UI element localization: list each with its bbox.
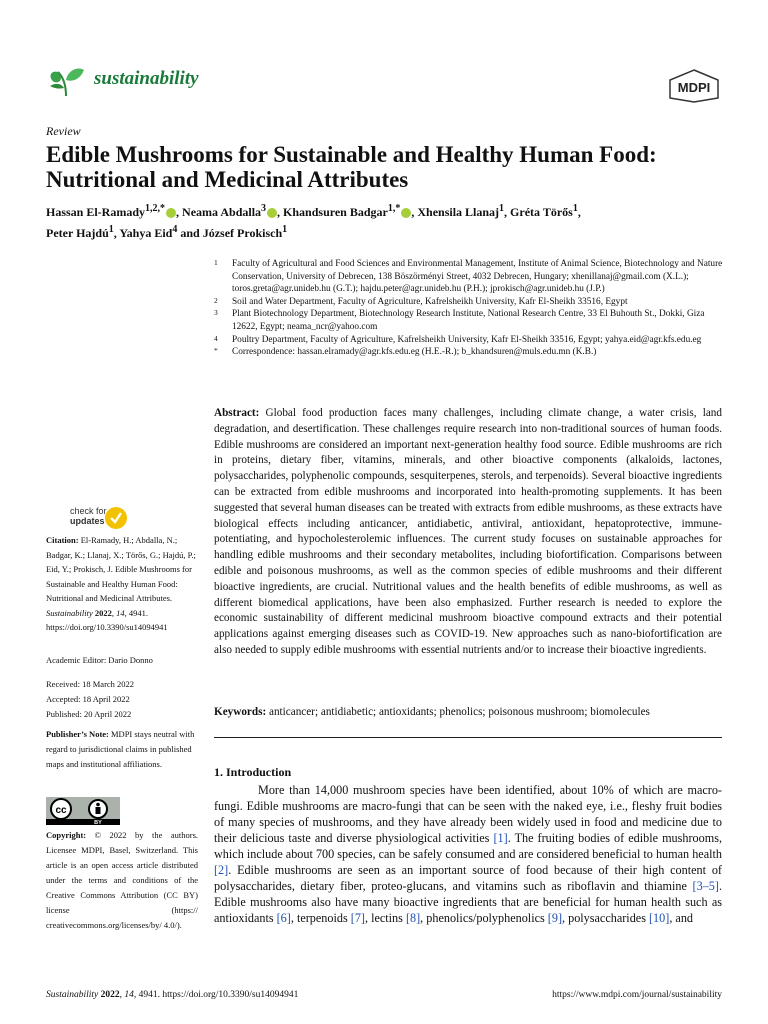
introduction-sentence: , phenolics/polyphenolics xyxy=(420,911,548,925)
footer-citation: Sustainability 2022, 14, 4941. https://doi.org/10.3390/su14094941 xyxy=(46,990,299,1000)
affiliation-text: Plant Biotechnology Department, Biotechnology Research Institute, National Research Centre, 33 El Buhouth St., Dokki, Giza 12622, Egypt; neama_ncr@yahoo.com xyxy=(232,309,705,332)
author-name: Hassan El-Ramady xyxy=(46,205,146,219)
reference-link[interactable]: [3–5] xyxy=(692,879,719,893)
check-for-updates-icon[interactable] xyxy=(46,505,186,531)
author-affiliation-mark: 1 xyxy=(499,203,505,214)
journal-name: sustainability xyxy=(94,68,199,89)
introduction-heading: 1. Introduction xyxy=(214,765,292,779)
author-name: Xhensila Llanaj xyxy=(417,205,500,219)
article-type: Review xyxy=(46,124,81,138)
author xyxy=(510,205,578,219)
author-list xyxy=(46,200,726,242)
author-name: Yahya Eid xyxy=(119,226,173,240)
author xyxy=(417,205,504,219)
affiliation-mark: 4 xyxy=(214,333,218,343)
affiliation-text: Poultry Department, Faculty of Agriculture, Kafrelsheikh University, Kafr El-Sheikh 33516, Egypt; yahya.eid@agr.kfs.edu.eg xyxy=(232,334,702,345)
publisher-note xyxy=(46,727,198,772)
keywords xyxy=(214,705,722,721)
publisher-note-text: MDPI stays neutral with regard to jurisdictional claims in published maps and institutional affiliations. xyxy=(46,729,195,769)
affiliation-text: Correspondence: hassan.elramady@agr.kfs.edu.eg (H.E.-R.); b_khandsuren@muls.edu.mn (K.B.) xyxy=(232,347,597,358)
reference-link[interactable]: [1] xyxy=(493,831,508,845)
article-dates xyxy=(46,677,134,722)
author-separator: , xyxy=(113,226,120,240)
affiliation-item xyxy=(214,296,724,309)
introduction-sentence: , terpenoids xyxy=(290,911,351,925)
author-separator: and xyxy=(177,226,203,240)
affiliation-mark: 2 xyxy=(214,295,218,305)
author-affiliation-mark: 1,2, xyxy=(145,203,161,214)
citation-label: Citation: xyxy=(46,535,79,545)
affiliation-mark: 3 xyxy=(214,308,218,318)
affiliation-item xyxy=(214,346,724,359)
introduction-sentence: . Edible mushrooms also have many bioactive ingredients that are beneficial for human health such as antioxidants xyxy=(214,879,722,925)
reference-link[interactable]: [10] xyxy=(649,911,670,925)
abstract-text: Global food production faces many challenges, including climate change, a water crisis, land degradation, and desertification. These challenges require research into non-traditional sources of human foods. Edible mushrooms are considered an important next-generation healthy food source. Edible mushrooms are rich in proteins, dietary fiber, vitamins, minerals, and other bioactive components (alkaloids, lactones, polysaccharides, polyphenolic compounds, sesquiterpenes, sterols, and terpenoids). Several bioactive ingredients can be extracted from edible mushrooms and incorporated into health-promoting supplements. It has been suggested that several human diseases can be treated with extracts from edible mushrooms, as these extracts have biological effects including anticancer, antidiabetic, antiviral, antioxidant, hepatoprotective, immune-potentiating, and hypocholesterolemic influences. The current study focuses on sustainable approaches for handling edible mushrooms and their secondary metabolites, including biofortification. Comparisons between edible and poisonous mushrooms, as well as the common species of edible mushrooms and their different bioactive ingredients, are crucial. Nutritional values and the health benefits of edible mushrooms, as well as different biomedical applications, have been also emphasized. Further research is needed to explore the economic sustainability of different medicinal mushroom bioactive compound extracts and their potential applications against emerging diseases such as COVID-19. New approaches such as nano-biofortification are also needed to supply edible mushrooms with essential nutrients and/or to increase their bioactive ingredients. xyxy=(214,407,722,656)
author-separator: , xyxy=(176,205,183,219)
orcid-icon[interactable] xyxy=(166,208,176,218)
citation-block: Citation: El-Ramady, H.; Abdalla, N.; Badgar, K.; Llanaj, X.; Törős, G.; Hajdú, P.; Eid, Y.; Prokisch, J. Edible Mushrooms for Sustainable and Healthy Human Food: Nutritional and Medicinal Attributes. Sustainability 2022, 14, 4941. https://doi.org/10.3390/su14094941 xyxy=(46,535,196,632)
keywords-label: Keywords: xyxy=(214,706,267,718)
author xyxy=(46,226,114,240)
author-separator: , xyxy=(411,205,418,219)
copyright-text: © 2022 by the authors. Licensee MDPI, Basel, Switzerland. This article is an open access article distributed under the terms and conditions of the Creative Commons Attribution (CC BY) license (https:// creativecommons.org/licenses/by/ 4.0/). xyxy=(46,830,199,930)
introduction-sentence: . Edible mushrooms are seen as an important source of food because of their high content of polysaccharides, dietary fiber, proteo-glucans, and vitamins such as riboflavin and thiamine xyxy=(214,863,722,893)
affiliation-item xyxy=(214,308,724,333)
author xyxy=(119,226,177,240)
affiliation-text: Soil and Water Department, Faculty of Agriculture, Kafrelsheikh University, Kafr El-Sheikh 33516, Egypt xyxy=(232,296,628,307)
author-name: Peter Hajdú xyxy=(46,226,109,240)
reference-link[interactable]: [8] xyxy=(405,911,421,925)
affiliation-item xyxy=(214,334,724,347)
author xyxy=(46,205,176,219)
introduction-text xyxy=(214,782,722,926)
publisher-note-label: Publisher’s Note: xyxy=(46,729,109,739)
section-divider xyxy=(214,737,722,738)
check-for-updates-line-2: updates xyxy=(70,516,105,526)
affiliation-mark: * xyxy=(214,346,218,356)
reference-link[interactable]: [2] xyxy=(214,863,229,877)
author-affiliation-mark: 1 xyxy=(282,224,288,235)
keywords-text: anticancer; antidiabetic; antioxidants; phenolics; poisonous mushroom; biomolecules xyxy=(269,706,650,718)
by-icon-text: BY xyxy=(94,820,102,825)
author-affiliation-mark: 3 xyxy=(261,203,267,214)
footer-year: 2022 xyxy=(100,990,120,1000)
check-for-updates-line-1: check for xyxy=(70,506,107,516)
cc-icon-text: cc xyxy=(55,805,67,816)
introduction-sentence: , polysaccharides xyxy=(562,911,649,925)
author-affiliation-mark: 1 xyxy=(572,203,578,214)
author-affiliation-mark: 4 xyxy=(172,224,178,235)
citation-journal: Sustainability xyxy=(46,607,93,618)
mdpi-logo xyxy=(666,68,722,104)
mdpi-logo-text: MDPI xyxy=(677,80,711,95)
author-separator: , xyxy=(277,205,284,219)
footer-journal-url[interactable]: https://www.mdpi.com/journal/sustainability xyxy=(552,990,722,1000)
author-name: József Prokisch xyxy=(202,226,283,240)
citation-year: 2022 xyxy=(94,607,112,618)
footer-doi[interactable]: , 4941. https://doi.org/10.3390/su14094941 xyxy=(133,990,299,1000)
citation-text: El-Ramady, H.; Abdalla, N.; Badgar, K.; Llanaj, X.; Törős, G.; Hajdú, P.; Eid, Y.; Prokisch, J. Edible Mushrooms for Sustainable and Healthy Human Food: Nutritional and Medicinal Attributes. xyxy=(46,535,196,603)
abstract xyxy=(214,406,722,659)
copyright-notice xyxy=(46,828,198,933)
citation-volume: 14 xyxy=(116,607,125,618)
author xyxy=(283,205,411,219)
author-name: Gréta Törős xyxy=(510,205,573,219)
copyright-label: Copyright: xyxy=(46,830,87,840)
author-name: Neama Abdalla xyxy=(182,205,262,219)
journal-leaf-logo xyxy=(46,62,86,98)
author xyxy=(203,226,287,240)
affiliation-item xyxy=(214,258,724,296)
affiliations xyxy=(214,258,724,359)
author-name: Khandsuren Badgar xyxy=(283,205,388,219)
footer-volume: 14 xyxy=(124,990,134,1000)
published-date: Published: 20 April 2022 xyxy=(46,709,132,719)
author xyxy=(182,205,277,219)
introduction-sentence: . The fruiting bodies of edible mushrooms, which include about 700 species, can be safely consumed and are considered beneficial to human health xyxy=(214,831,722,861)
author-affiliation-mark: 1, xyxy=(387,203,396,214)
author-separator: , xyxy=(504,205,511,219)
abstract-label: Abstract: xyxy=(214,407,260,419)
introduction-sentence: , and xyxy=(669,911,694,925)
orcid-icon[interactable] xyxy=(267,208,277,218)
article-title: Edible Mushrooms for Sustainable and Healthy Human Food: Nutritional and Medicinal Attributes xyxy=(46,142,657,192)
introduction-sentence: More than 14,000 mushroom species have been identified, about 10% of which are macro-fungi. Edible mushrooms are macro-fungi that can be seen with the naked eye, i.e., fleshy fruit bodies of many species of mushrooms, and they have already been widely used in food and medicine due to their delicious taste and diverse physiological activities xyxy=(214,783,722,845)
orcid-icon[interactable] xyxy=(401,208,411,218)
affiliation-mark: 1 xyxy=(214,258,218,267)
footer-journal: Sustainability xyxy=(46,990,99,1000)
affiliation-text: Faculty of Agricultural and Food Sciences and Environmental Management, Institute of Animal Science, Biotechnology and Nature Conservation, University of Debrecen, 138 Böszörményi Street, 4032 Debrecen, Hungary; xhenillanaj@gmail.com (X.L.); toros.greta@agr.unideb.hu (G.T.); hajdu.peter@agr.unideb.hu (P.H.); jprokisch@agr.unideb.hu (J.P.) xyxy=(232,259,723,295)
corresponding-author-mark: * xyxy=(160,203,166,214)
author-separator: , xyxy=(577,205,581,219)
cc-by-license-icon[interactable] xyxy=(46,797,120,825)
corresponding-author-mark: * xyxy=(395,203,401,214)
reference-link[interactable]: [6] xyxy=(276,911,291,925)
received-date: Received: 18 March 2022 xyxy=(46,679,135,689)
author-affiliation-mark: 1 xyxy=(108,224,114,235)
introduction-sentence: , lectins xyxy=(364,911,406,925)
reference-link[interactable]: [9] xyxy=(547,911,563,925)
accepted-date: Accepted: 18 April 2022 xyxy=(46,694,130,704)
check-for-updates-label[interactable] xyxy=(70,506,107,526)
reference-link[interactable]: [7] xyxy=(350,911,365,925)
academic-editor: Academic Editor: Dario Donno xyxy=(46,655,153,665)
citation-doi[interactable]: , 4941. https://doi.org/10.3390/su14094941 xyxy=(46,607,168,632)
